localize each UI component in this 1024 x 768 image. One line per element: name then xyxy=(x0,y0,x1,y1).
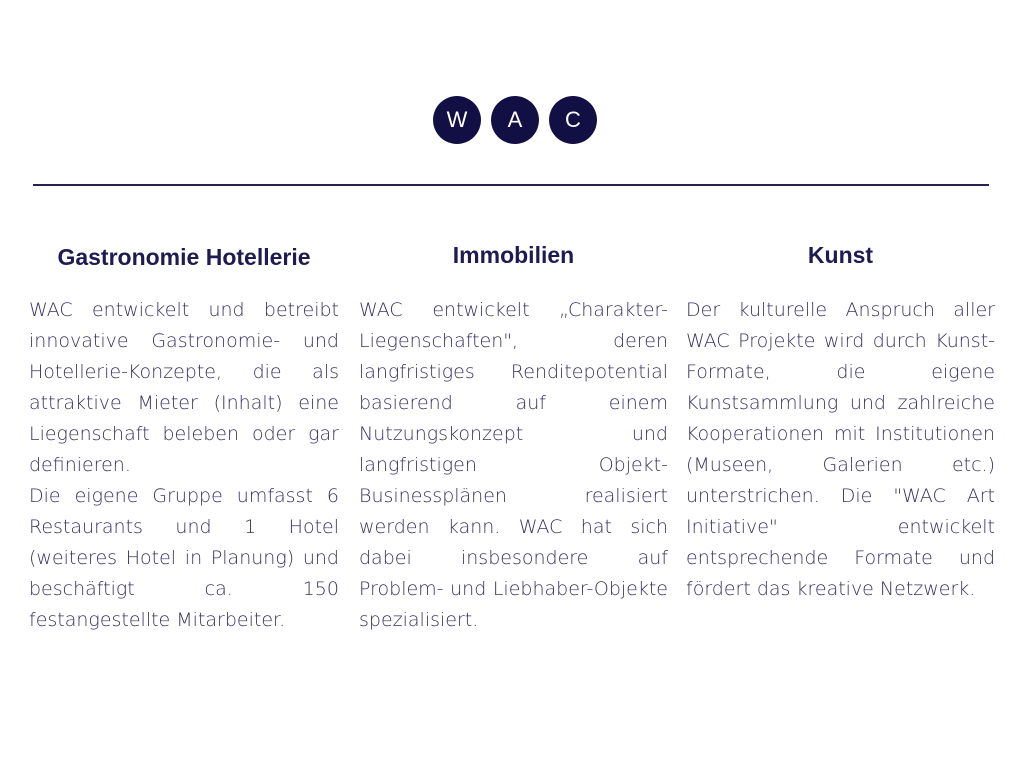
column-immobilien xyxy=(359,240,668,636)
column-paragraph: WAC entwickelt „Charakter-Liegenschaften", deren langfristiges Renditepotential basierend auf einem Nutzungskonzept und langfristigen Objekt-Businessplänen realisiert werden kann. WAC hat sich dabei insbesondere auf Problem- und Liebhaber-Objekte spezialisiert. xyxy=(359,299,668,631)
column-body-gastronomie xyxy=(29,295,339,636)
logo-letter-c[interactable]: C xyxy=(549,96,597,144)
column-body-immobilien xyxy=(359,295,668,636)
column-title-immobilien: Immobilien xyxy=(452,242,575,268)
logo-letter-a[interactable]: A xyxy=(491,96,539,144)
column-title-gastronomie: Gastronomie Hotellerie xyxy=(57,244,311,270)
logo-letter-w[interactable]: W xyxy=(433,96,481,144)
column-paragraph: WAC entwickelt und betreibt innovative Gastronomie- und Hotellerie-Konzepte, die als attraktive Mieter (Inhalt) eine Liegenschaft beleben oder gar definieren. xyxy=(29,299,339,476)
column-body-kunst xyxy=(686,295,995,605)
column-paragraph: Der kulturelle Anspruch aller WAC Projekte wird durch Kunst-Formate, die eigene Kunstsammlung und zahlreiche Kooperationen mit Institutionen (Museen, Galerien etc.) unterstrichen. Die "WAC Art Initiative" entwickelt entsprechende Formate und fördert das kreative Netzwerk. xyxy=(686,299,995,600)
column-paragraph: Die eigene Gruppe umfasst 6 Restaurants und 1 Hotel (weiteres Hotel in Planung) und beschäftigt ca. 150 festangestellte Mitarbeiter. xyxy=(29,485,339,631)
header-divider xyxy=(33,184,989,186)
column-gastronomie xyxy=(29,240,339,636)
column-kunst xyxy=(686,240,995,605)
column-title-kunst: Kunst xyxy=(807,242,874,268)
wac-logo[interactable] xyxy=(433,96,597,144)
